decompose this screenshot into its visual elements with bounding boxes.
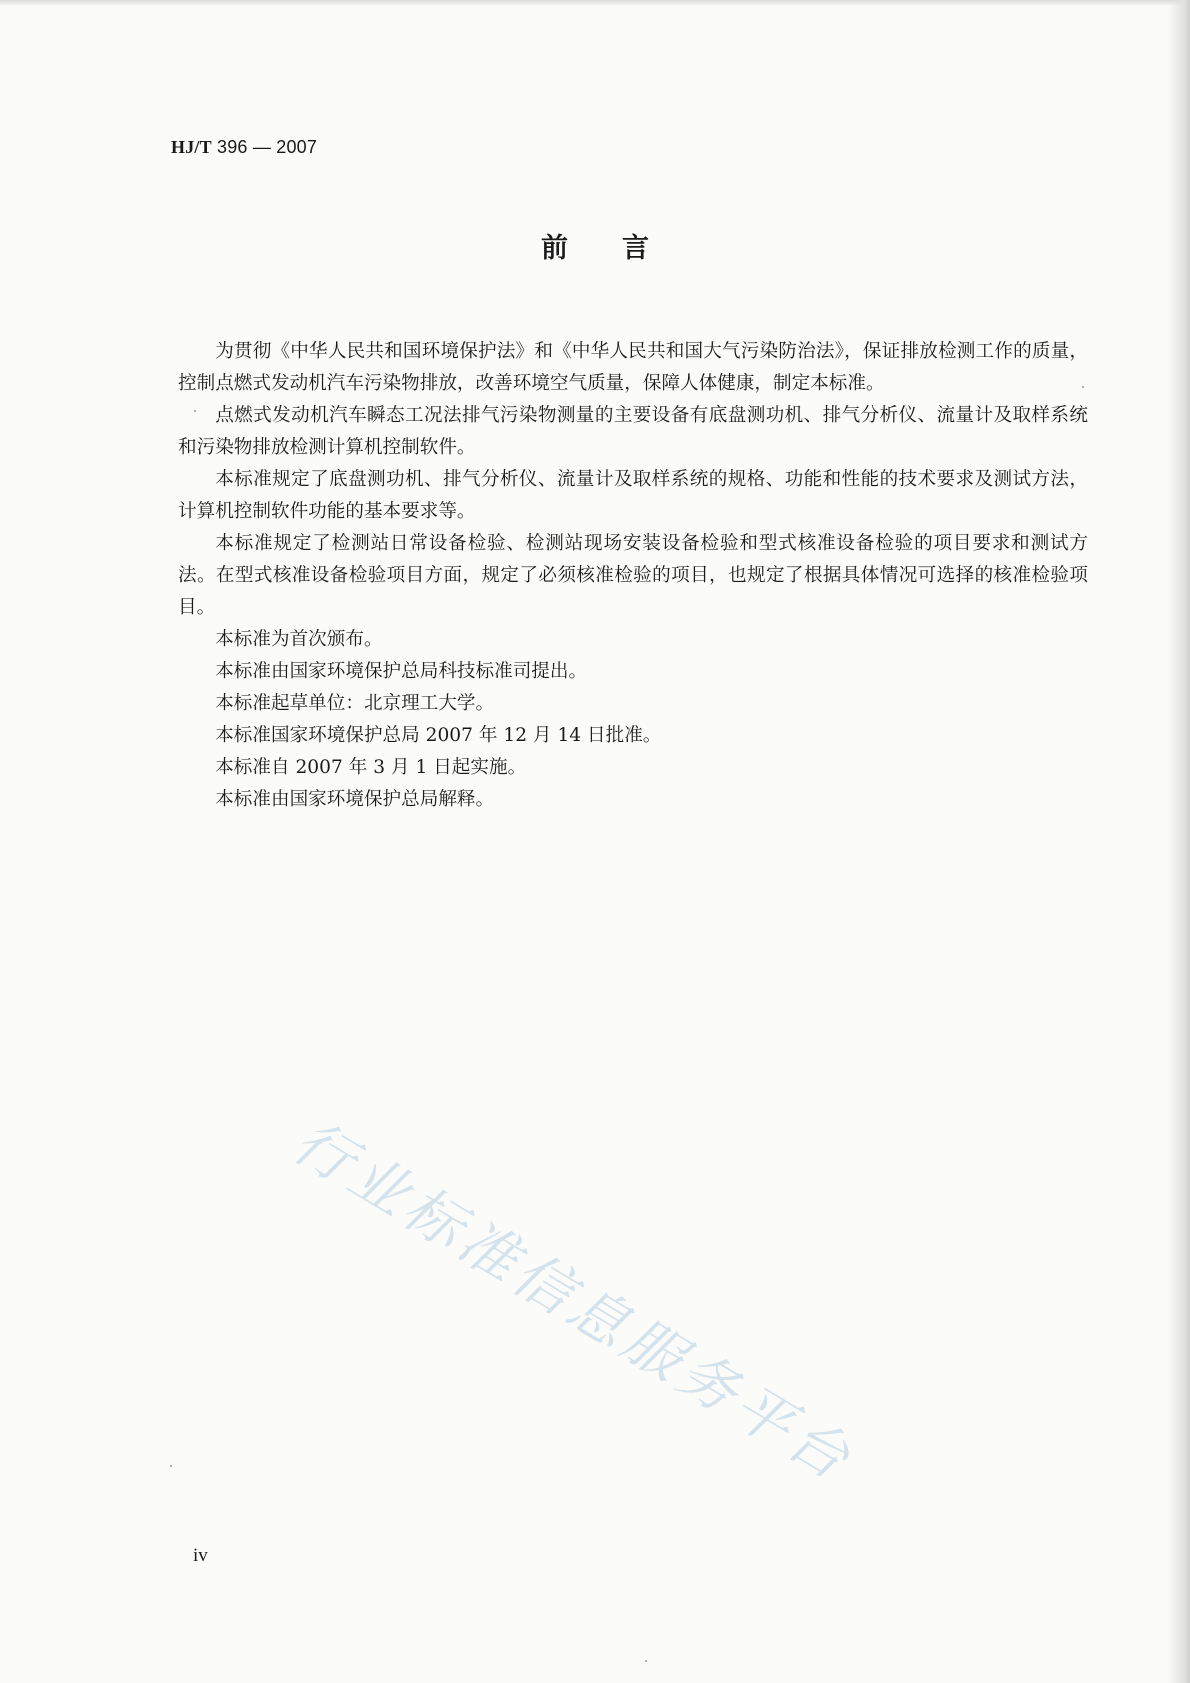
standard-number: 396 — 2007 (211, 137, 318, 157)
paragraph-requirements: 本标准规定了底盘测功机、排气分析仪、流量计及取样系统的规格、功能和性能的技术要求及测试方法，计算机控制软件功能的基本要求等。 (178, 469, 1088, 522)
paragraph-proposer: 本标准由国家环境保护总局科技标准司提出。 (215, 661, 588, 682)
standard-prefix: HJ/T (171, 137, 212, 157)
paragraph-equipment: 点燃式发动机汽车瞬态工况法排气污染物测量的主要设备有底盘测功机、排气分析仪、流量计及取样系统和污染物排放检测计算机控制软件。 (178, 405, 1088, 458)
scan-speck (194, 410, 196, 412)
paragraph-effective-date: 本标准自 2007 年 3 月 1 日起实施。 (215, 757, 527, 778)
watermark: 行业标准信息服务平台 (281, 1107, 866, 1496)
scan-edge-top (0, 0, 1190, 6)
paragraph-first-issue: 本标准为首次颁布。 (215, 629, 383, 650)
paragraph-purpose: 为贯彻《中华人民共和国环境保护法》和《中华人民共和国大气污染防治法》，保证排放检测工作的质量，控制点燃式发动机汽车污染物排放，改善环境空气质量，保障人体健康，制定本标准。 (178, 341, 1088, 394)
page-number: iv (193, 1545, 208, 1566)
page-title: 前言 (541, 233, 703, 264)
scan-speck (1082, 386, 1084, 388)
standard-code-header (171, 137, 317, 158)
preface-body (178, 336, 1088, 816)
scan-speck (645, 1660, 647, 1662)
paragraph-approval: 本标准国家环境保护总局 2007 年 12 月 14 日批准。 (215, 725, 662, 746)
paragraph-inspection: 本标准规定了检测站日常设备检验、检测站现场安装设备检验和型式核准设备检验的项目要求和测试方法。在型式核准设备检验项目方面，规定了必须核准检验的项目，也规定了根据具体情况可选择的核准检验项目。 (178, 533, 1088, 618)
paragraph-interpretation: 本标准由国家环境保护总局解释。 (215, 789, 495, 810)
paragraph-drafting-unit: 本标准起草单位：北京理工大学。 (215, 693, 495, 714)
scan-speck (170, 1465, 172, 1467)
